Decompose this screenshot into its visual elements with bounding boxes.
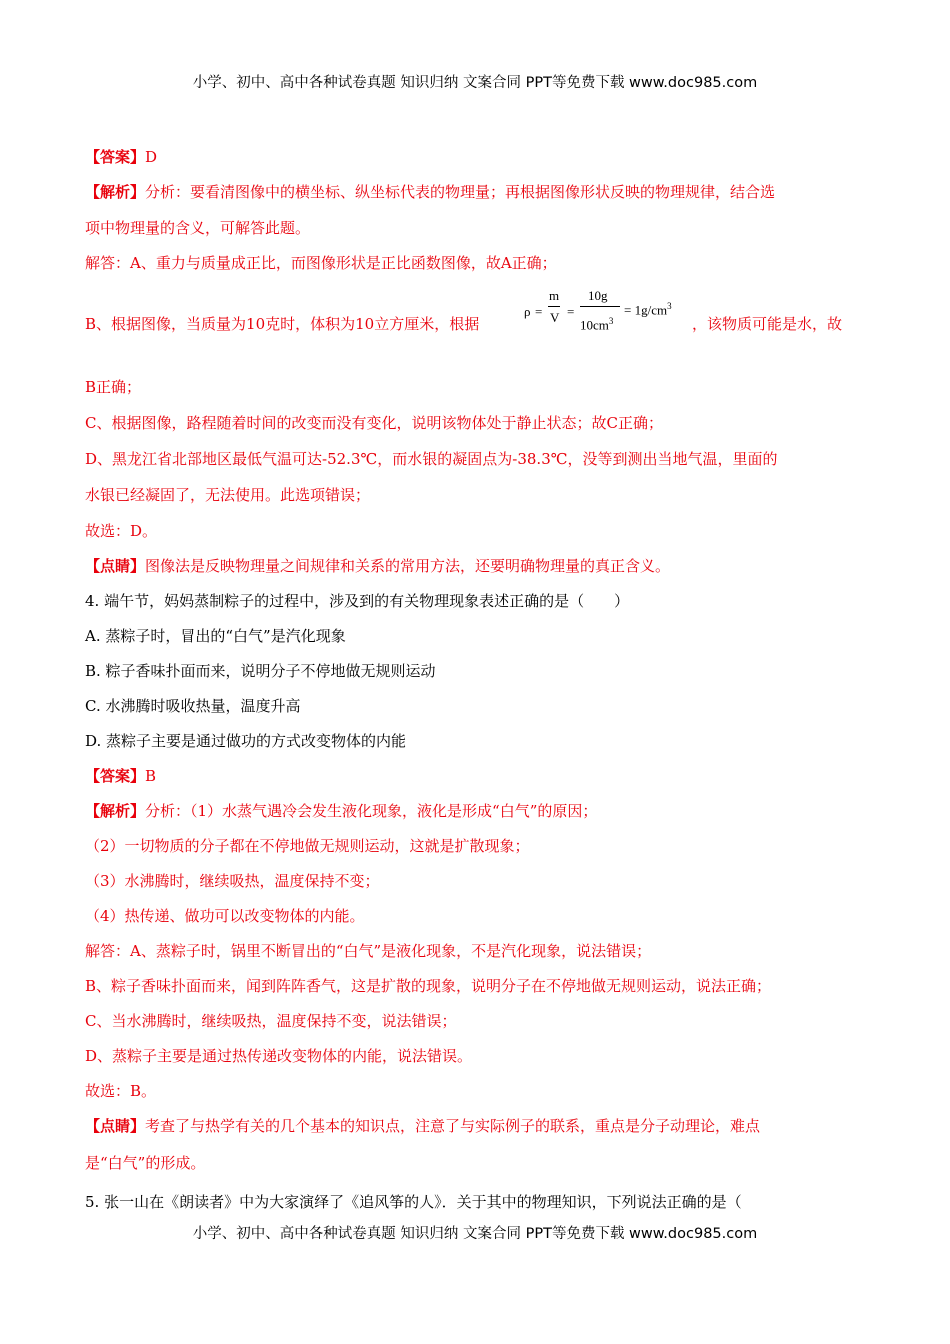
formula-bar-2 bbox=[580, 306, 620, 307]
formula-bar-1 bbox=[548, 306, 560, 307]
formula-result-base: = 1g/cm bbox=[624, 302, 668, 318]
q4-analysis-line-3: （3）水沸腾时，继续吸热，温度保持不变； bbox=[85, 872, 380, 890]
formula-denominator bbox=[580, 316, 613, 333]
analysis-tag: 【解析】 bbox=[85, 183, 146, 201]
q4-option-c: C. 水沸腾时吸收热量，温度升高 bbox=[85, 697, 301, 715]
q3-answer bbox=[85, 147, 157, 167]
q5-stem: 5. 张一山在《朗读者》中为大家演绎了《追风筝的人》．关于其中的物理知识，下列说法正确的是（ bbox=[85, 1193, 742, 1211]
formula-den-exp: 3 bbox=[608, 316, 614, 326]
analysis-text: 分析：要看清图像中的横坐标、纵坐标代表的物理量；再根据图像形状反映的物理规律，结合选 bbox=[145, 183, 776, 201]
q3-analysis-line-2: 项中物理量的含义，可解答此题。 bbox=[85, 219, 311, 237]
q4-option-d: D. 蒸粽子主要是通过做功的方式改变物体的内能 bbox=[85, 732, 407, 750]
formula-numerator: 10g bbox=[588, 288, 608, 303]
q4-comment-line-2: 是“白气”的形成。 bbox=[85, 1154, 206, 1172]
q4-comment-line-1 bbox=[85, 1116, 760, 1136]
analysis-tag: 【解析】 bbox=[85, 802, 146, 820]
page-footer: 小学、初中、高中各种试卷真题 知识归纳 文案合同 PPT等免费下载 www.doc985.com bbox=[192, 1226, 758, 1242]
q3-solution-b-3: B正确； bbox=[85, 378, 142, 396]
formula-m: m bbox=[549, 288, 560, 303]
q4-analysis-line-2: （2）一切物质的分子都在不停地做无规则运动，这就是扩散现象； bbox=[85, 837, 530, 855]
q4-analysis-line-4: （4）热传递、做功可以改变物体的内能。 bbox=[85, 907, 365, 925]
q4-option-b: B. 粽子香味扑面而来，说明分子不停地做无规则运动 bbox=[85, 662, 436, 680]
formula-result-exp: 3 bbox=[667, 301, 672, 311]
answer-value: D bbox=[145, 148, 158, 166]
q3-solution-a: 解答：A、重力与质量成正比，而图像形状是正比函数图像，故A正确； bbox=[85, 254, 557, 272]
q4-solution-c: C、当水沸腾时，继续吸热，温度保持不变，说法错误； bbox=[85, 1012, 457, 1030]
formula-rho: ρ bbox=[524, 304, 531, 319]
comment-text: 图像法是反映物理量之间规律和关系的常用方法，还要明确物理量的真正含义。 bbox=[145, 557, 671, 575]
comment-text: 考查了与热学有关的几个基本的知识点，注意了与实际例子的联系，重点是分子动理论，难点 bbox=[145, 1117, 761, 1135]
comment-tag: 【点睛】 bbox=[85, 1117, 146, 1135]
q4-solution-b: B、粽子香味扑面而来，闻到阵阵香气，这是扩散的现象，说明分子在不停地做无规则运动，说法正确； bbox=[85, 977, 772, 995]
page-header: 小学、初中、高中各种试卷真题 知识归纳 文案合同 PPT等免费下载 www.doc985.com bbox=[192, 75, 758, 91]
analysis-text: 分析：（1）水蒸气遇冷会发生液化现象，液化是形成“白气”的原因； bbox=[145, 802, 598, 820]
formula-result bbox=[624, 301, 672, 318]
answer-tag: 【答案】 bbox=[85, 148, 146, 166]
q4-choice: 故选：B。 bbox=[85, 1082, 157, 1100]
answer-value: B bbox=[145, 767, 157, 785]
q3-choice: 故选：D。 bbox=[85, 522, 158, 540]
q4-option-a: A. 蒸粽子时，冒出的“白气”是汽化现象 bbox=[85, 627, 346, 645]
answer-tag: 【答案】 bbox=[85, 767, 146, 785]
q3-solution-d-1: D、黑龙江省北部地区最低气温可达-52.3℃，而水银的凝固点为-38.3℃，没等到测出当地气温，里面的 bbox=[85, 450, 778, 468]
formula-v: V bbox=[550, 310, 560, 325]
q3-analysis-line-1 bbox=[85, 182, 775, 202]
formula-den-base: 10cm bbox=[580, 317, 609, 333]
formula-eq-2: = bbox=[567, 304, 575, 319]
q3-solution-c: C、根据图像，路程随着时间的改变而没有变化，说明该物体处于静止状态；故C正确； bbox=[85, 414, 663, 432]
density-formula bbox=[524, 284, 694, 340]
formula-eq-1: = bbox=[535, 304, 543, 319]
q4-answer bbox=[85, 766, 156, 786]
q3-solution-b-2: ，该物质可能是水，故 bbox=[692, 315, 843, 333]
q3-solution-b-1: B、根据图像，当质量为10克时，体积为10立方厘米，根据 bbox=[85, 315, 480, 333]
comment-tag: 【点睛】 bbox=[85, 557, 146, 575]
q3-comment bbox=[85, 556, 670, 576]
q4-analysis-line-1 bbox=[85, 801, 597, 821]
q4-solution-d: D、蒸粽子主要是通过热传递改变物体的内能，说法错误。 bbox=[85, 1047, 473, 1065]
q3-solution-d-2: 水银已经凝固了，无法使用。此选项错误； bbox=[85, 486, 371, 504]
q4-stem: 4. 端午节，妈妈蒸制粽子的过程中，涉及到的有关物理现象表述正确的是（ ） bbox=[85, 592, 630, 610]
q4-solution-a: 解答：A、蒸粽子时，锅里不断冒出的“白气”是液化现象，不是汽化现象，说法错误； bbox=[85, 942, 652, 960]
